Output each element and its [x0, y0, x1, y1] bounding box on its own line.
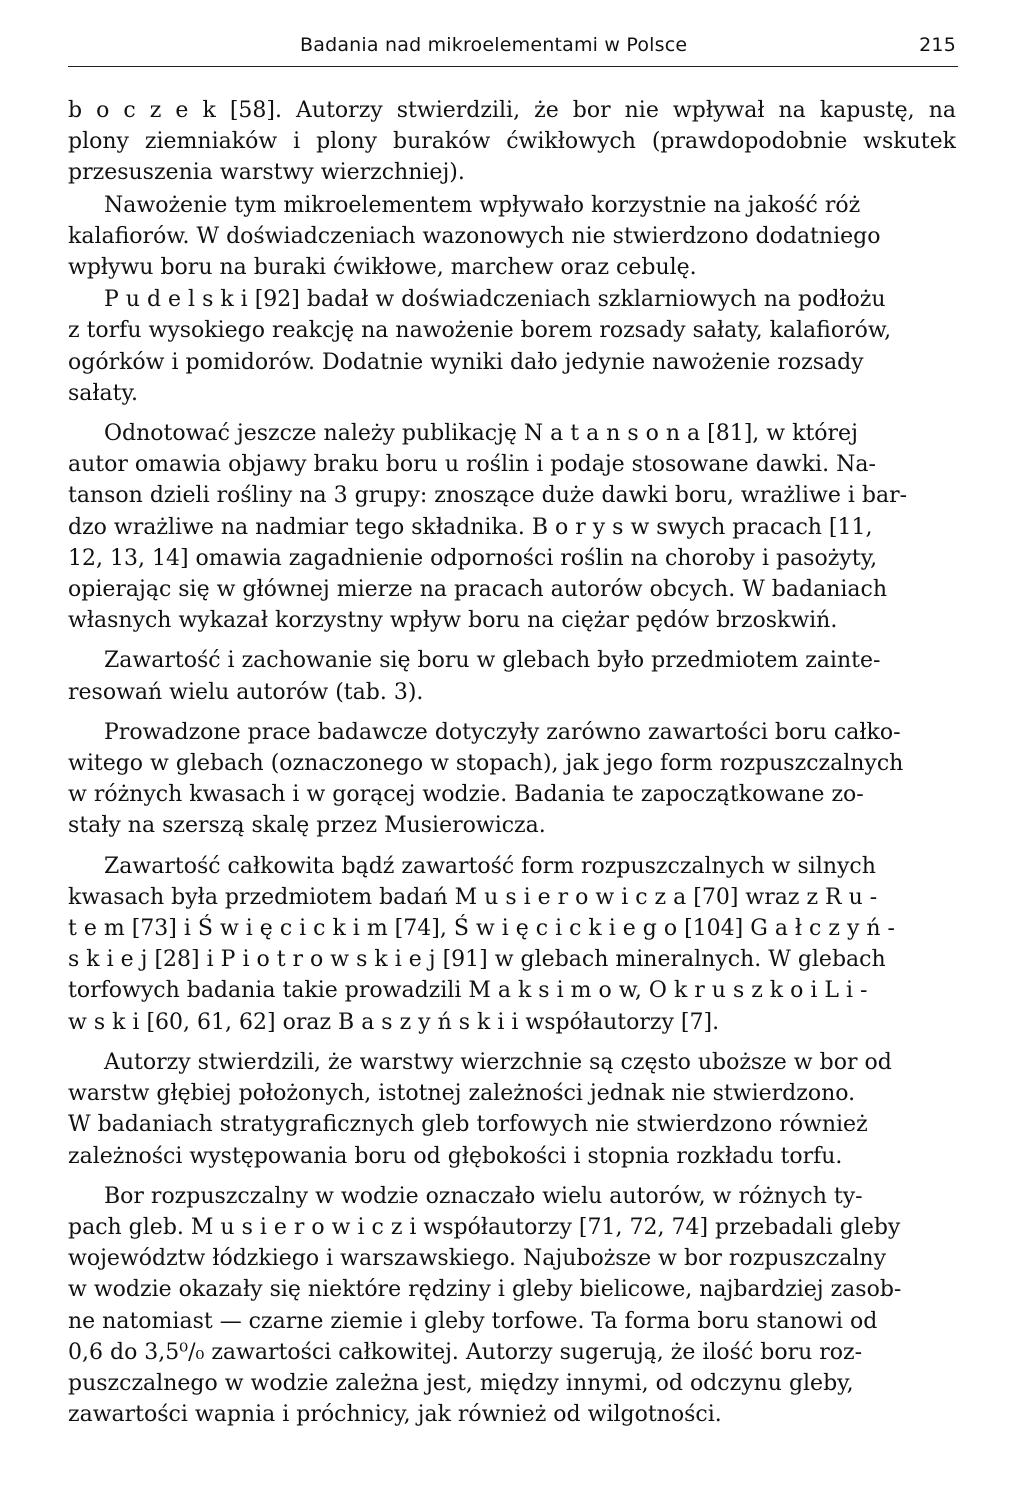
text-line: tanson dzieli rośliny na 3 grupy: znoszące duże dawki boru, wrażliwe i bar- — [68, 483, 908, 509]
text-line: w różnych kwasach i w gorącej wodzie. Badania te zapoczątkowane zo- — [68, 782, 864, 808]
text-line: w s k i [60, 61, 62] oraz B a s z y ń s k i i współautorzy [7]. — [68, 1009, 720, 1035]
text-line: Bor rozpuszczalny w wodzie oznaczało wielu autorów, w różnych ty- — [104, 1183, 863, 1209]
text-line: Autorzy stwierdzili, że warstwy wierzchnie są często uboższe w bor od — [104, 1049, 892, 1075]
running-title: Badania nad mikroelementami w Polsce — [300, 34, 688, 56]
text-line: W badaniach stratygraficznych gleb torfowych nie stwierdzono również — [68, 1112, 868, 1138]
text-line: zawartości wapnia i próchnicy, jak również od wilgotności. — [68, 1402, 722, 1428]
text-line: dzo wrażliwe na nadmiar tego składnika. B o r y s w swych pracach [11, — [68, 514, 873, 540]
text-line: zależności występowania boru od głębokości i stopnia rozkładu torfu. — [68, 1143, 843, 1169]
text-line: plony ziemniaków i plony buraków ćwikłowych (prawdopodobnie wskutek — [68, 129, 956, 155]
text-line: opierając się w głównej mierze na pracach autorów obcych. W badaniach — [68, 577, 888, 603]
text-line: Zawartość całkowita bądź zawartość form rozpuszczalnych w silnych — [104, 853, 876, 879]
text-line: przesuszenia warstwy wierzchniej). — [68, 160, 465, 186]
page-number: 215 — [919, 34, 956, 56]
text-line: torfowych badania takie prowadzili M a k s i m o w, O k r u s z k o i L i - — [68, 978, 868, 1004]
text-line: z torfu wysokiego reakcję na nawożenie borem rozsady sałaty, kalafiorów, — [68, 318, 892, 344]
text-line: resowań wielu autorów (tab. 3). — [68, 679, 424, 705]
text-line: Prowadzone prace badawcze dotyczyły zarówno zawartości boru całko- — [104, 719, 901, 745]
text-line: pach gleb. M u s i e r o w i c z i współautorzy [71, 72, 74] przebadali gleby — [68, 1214, 901, 1240]
body-text — [68, 95, 956, 1430]
text-line: witego w glebach (oznaczonego w stopach), jak jego form rozpuszczalnych — [68, 751, 904, 777]
text-line: województw łódzkiego i warszawskiego. Najuboższe w bor rozpuszczalny — [68, 1246, 886, 1272]
text-line: warstw głębiej położonych, istotnej zależności jednak nie stwierdzono. — [68, 1081, 856, 1107]
text-line: 12, 13, 14] omawia zagadnienie odporności roślin na choroby i pasożyty, — [68, 545, 878, 571]
text-line: Odnotować jeszcze należy publikację N a t a n s o n a [81], w której — [104, 421, 858, 447]
text-line: autor omawia objawy braku boru u roślin i podaje stosowane dawki. Na- — [68, 452, 876, 478]
text-line: t e m [73] i Ś w i ę c i c k i m [74], Ś w i ę c i c k i e g o [104] G a ł c z y ń - — [68, 916, 895, 942]
text-line: Nawożenie tym mikroelementem wpływało korzystnie na jakość róż — [104, 192, 861, 218]
text-line: ogórków i pomidorów. Dodatnie wyniki dało jedynie nawożenie rozsady — [68, 349, 864, 375]
text-line: kwasach była przedmiotem badań M u s i e r o w i c z a [70] wraz z R u - — [68, 884, 878, 910]
text-line: s k i e j [28] i P i o t r o w s k i e j [91] w glebach mineralnych. W glebach — [68, 947, 886, 973]
text-line: własnych wykazał korzystny wpływ boru na ciężar pędów brzoskwiń. — [68, 608, 838, 634]
text-line: ne natomiast — czarne ziemie i gleby torfowe. Ta forma boru stanowi od — [68, 1308, 878, 1334]
text-line: 0,6 do 3,5⁰/₀ zawartości całkowitej. Autorzy sugerują, że ilość boru roz- — [68, 1339, 863, 1365]
text-line: kalafiorów. W doświadczeniach wazonowych nie stwierdzono dodatniego — [68, 223, 881, 249]
text-line: Zawartość i zachowanie się boru w glebach było przedmiotem zainte- — [104, 648, 881, 674]
text-line: stały na szerszą skalę przez Musierowicza. — [68, 813, 546, 839]
text-line: w wodzie okazały się niektóre rędziny i gleby bielicowe, najbardziej zasob- — [68, 1277, 902, 1303]
running-header — [68, 34, 958, 67]
text-line: P u d e l s k i [92] badał w doświadczeniach szklarniowych na podłożu — [104, 287, 886, 313]
text-line: wpływu boru na buraki ćwikłowe, marchew oraz cebulę. — [68, 255, 697, 281]
text-line: b o c z e k [58]. Autorzy stwierdzili, że bor nie wpływał na kapustę, na — [68, 98, 956, 123]
text-line: puszczalnego w wodzie zależna jest, między innymi, od odczynu gleby, — [68, 1370, 854, 1396]
text-line: sałaty. — [68, 380, 138, 406]
